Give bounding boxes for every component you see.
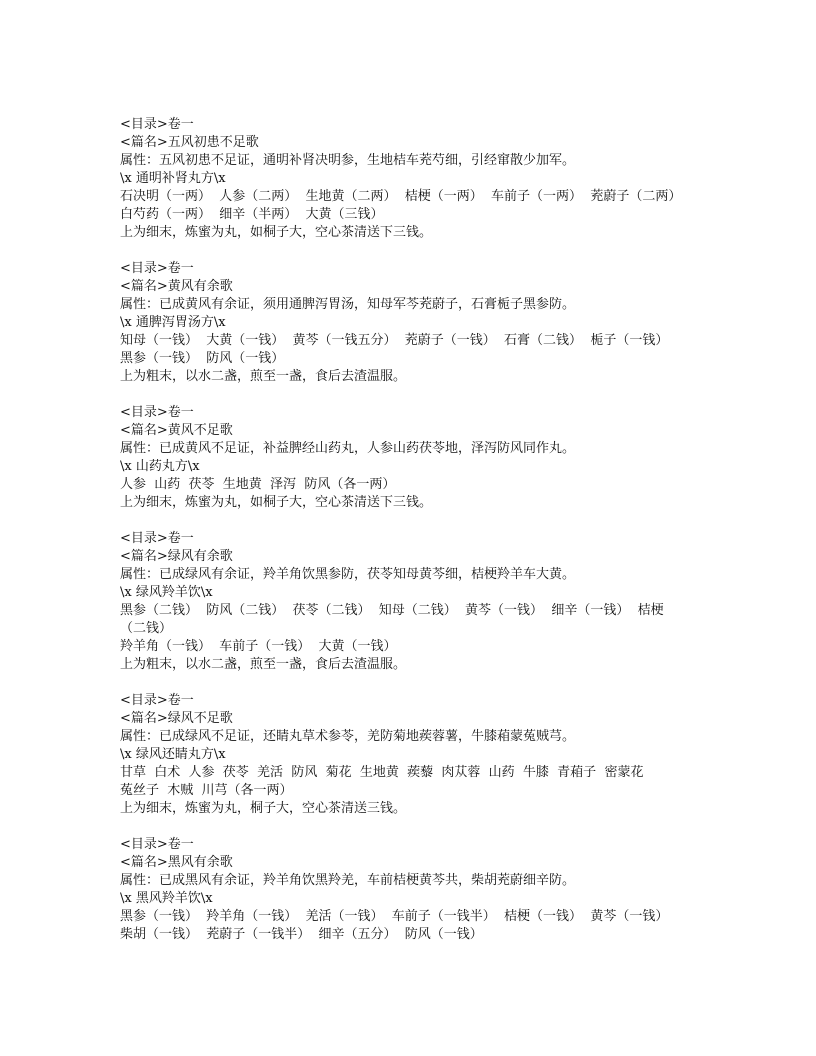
- directions-line: 上为细末，炼蜜为丸，如桐子大，空心茶清送下三钱。: [120, 495, 433, 510]
- ingredients-line: （二钱）: [120, 621, 173, 636]
- ingredients-line: 黑参（一钱） 羚羊角（一钱） 羌活（一钱） 车前子（一钱半） 桔梗（一钱） 黄芩（一钱）: [120, 909, 669, 924]
- chapter-title: <篇名>黄风有余歌: [120, 279, 233, 294]
- property-line: 属性：已成绿风有余证，羚羊角饮黑参防，茯苓知母黄芩细，桔梗羚羊车大黄。: [120, 567, 576, 582]
- ingredients-line: 石决明（一两） 人参（二两） 生地黄（二两） 桔梗（一两） 车前子（一两） 茺蔚子（二两）: [120, 189, 682, 204]
- formula-name: \x 通脾泻胃汤方\x: [120, 315, 226, 330]
- ingredients-line: 白芍药（一两） 细辛（半两） 大黄（三钱）: [120, 207, 384, 222]
- chapter-title: <篇名>五风初患不足歌: [120, 135, 259, 150]
- ingredients-line: 人参 山药 茯苓 生地黄 泽泻 防风（各一两）: [120, 477, 396, 492]
- ingredients-line: 甘草 白术 人参 茯苓 羌活 防风 菊花 生地黄 蒺藜 肉苁蓉 山药 牛膝 青葙子 密蒙花: [120, 765, 644, 780]
- directions-line: 上为细末，炼蜜为丸，如桐子大，空心茶清送下三钱。: [120, 225, 433, 240]
- property-line: 属性：已成黄风有余证，须用通脾泻胃汤，知母军芩茺蔚子，石膏栀子黑参防。: [120, 297, 576, 312]
- chapter-title: <篇名>绿风有余歌: [120, 549, 233, 564]
- catalog-line: <目录>卷一: [120, 405, 194, 420]
- chapter-title: <篇名>绿风不足歌: [120, 711, 233, 726]
- section-lvfeng-buzu: [120, 692, 710, 818]
- section-heifeng-youyu: [120, 836, 710, 944]
- formula-name: \x 绿风羚羊饮\x: [120, 585, 213, 600]
- chapter-title: <篇名>黄风不足歌: [120, 423, 233, 438]
- ingredients-line: 菟丝子 木贼 川芎（各一两）: [120, 783, 293, 798]
- chapter-title: <篇名>黑风有余歌: [120, 855, 233, 870]
- directions-line: 上为粗末，以水二盏，煎至一盏，食后去渣温服。: [120, 657, 407, 672]
- ingredients-line: 柴胡（一钱） 茺蔚子（一钱半） 细辛（五分） 防风（一钱）: [120, 927, 483, 942]
- catalog-line: <目录>卷一: [120, 693, 194, 708]
- formula-name: \x 山药丸方\x: [120, 459, 200, 474]
- property-line: 属性：已成绿风不足证，还睛丸草术参苓，羌防菊地蒺蓉薯，牛膝葙蒙菟贼芎。: [120, 729, 576, 744]
- formula-name: \x 通明补肾丸方\x: [120, 171, 226, 186]
- section-lvfeng-youyu: [120, 530, 710, 674]
- formula-name: \x 绿风还睛丸方\x: [120, 747, 226, 762]
- ingredients-line: 黑参（一钱） 防风（一钱）: [120, 351, 285, 366]
- formula-name: \x 黑风羚羊饮\x: [120, 891, 213, 906]
- catalog-line: <目录>卷一: [120, 261, 194, 276]
- property-line: 属性：已成黑风有余证，羚羊角饮黑羚羌，车前桔梗黄芩共，柴胡茺蔚细辛防。: [120, 873, 576, 888]
- directions-line: 上为细末，炼蜜为丸，桐子大，空心茶清送三钱。: [120, 801, 407, 816]
- ingredients-line: 黑参（二钱） 防风（二钱） 茯苓（二钱） 知母（二钱） 黄芩（一钱） 细辛（一钱） 桔梗: [120, 603, 664, 618]
- directions-line: 上为粗末，以水二盏，煎至一盏，食后去渣温服。: [120, 369, 407, 384]
- section-wufeng-buzu: [120, 116, 710, 242]
- property-line: 属性：已成黄风不足证，补益脾经山药丸，人参山药茯苓地，泽泻防风同作丸。: [120, 441, 576, 456]
- document-body: [120, 116, 710, 962]
- catalog-line: <目录>卷一: [120, 531, 194, 546]
- catalog-line: <目录>卷一: [120, 117, 194, 132]
- property-line: 属性：五风初患不足证，通明补肾决明参，生地桔车茺芍细，引经窜散少加军。: [120, 153, 576, 168]
- section-huangfeng-youyu: [120, 260, 710, 386]
- ingredients-line: 知母（一钱） 大黄（一钱） 黄芩（一钱五分） 茺蔚子（一钱） 石膏（二钱） 栀子（一钱）: [120, 333, 669, 348]
- section-huangfeng-buzu: [120, 404, 710, 512]
- catalog-line: <目录>卷一: [120, 837, 194, 852]
- ingredients-line: 羚羊角（一钱） 车前子（一钱） 大黄（一钱）: [120, 639, 397, 654]
